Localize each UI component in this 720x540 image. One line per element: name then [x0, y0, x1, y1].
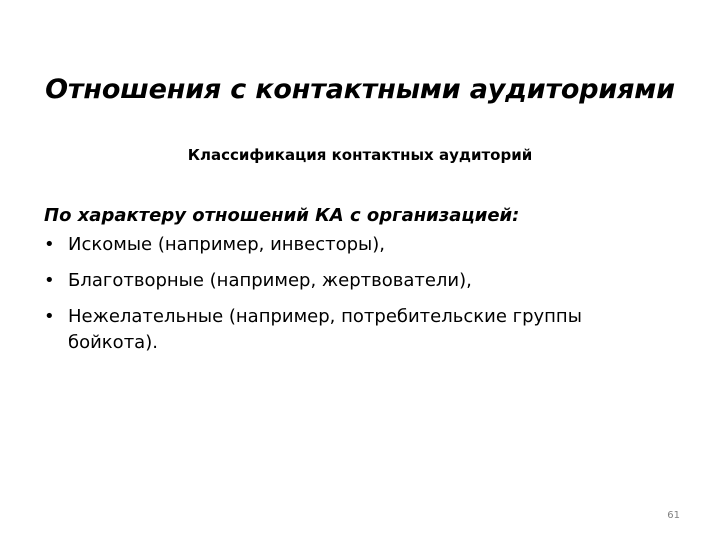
bullet-text: Искомые (например, инвесторы),: [68, 234, 385, 255]
bullet-item: [44, 268, 664, 294]
bullet-icon: •: [44, 234, 55, 255]
bullet-icon: •: [44, 270, 55, 291]
lead-heading: По характеру отношений КА с организацией:: [44, 205, 520, 226]
bullet-text: Благотворные (например, жертвователи),: [68, 270, 472, 291]
bullet-item: [44, 232, 664, 258]
slide-title: Отношения с контактными аудиториями: [45, 74, 675, 105]
bullet-list: [44, 232, 664, 356]
bullet-text: Нежелательные (например, потребительские группы бойкота).: [68, 306, 582, 353]
page-number: 61: [667, 510, 680, 521]
bullet-item: [44, 304, 664, 356]
bullet-icon: •: [44, 306, 55, 327]
slide-subtitle: Классификация контактных аудиторий: [187, 146, 533, 164]
slide-body: [44, 205, 664, 366]
